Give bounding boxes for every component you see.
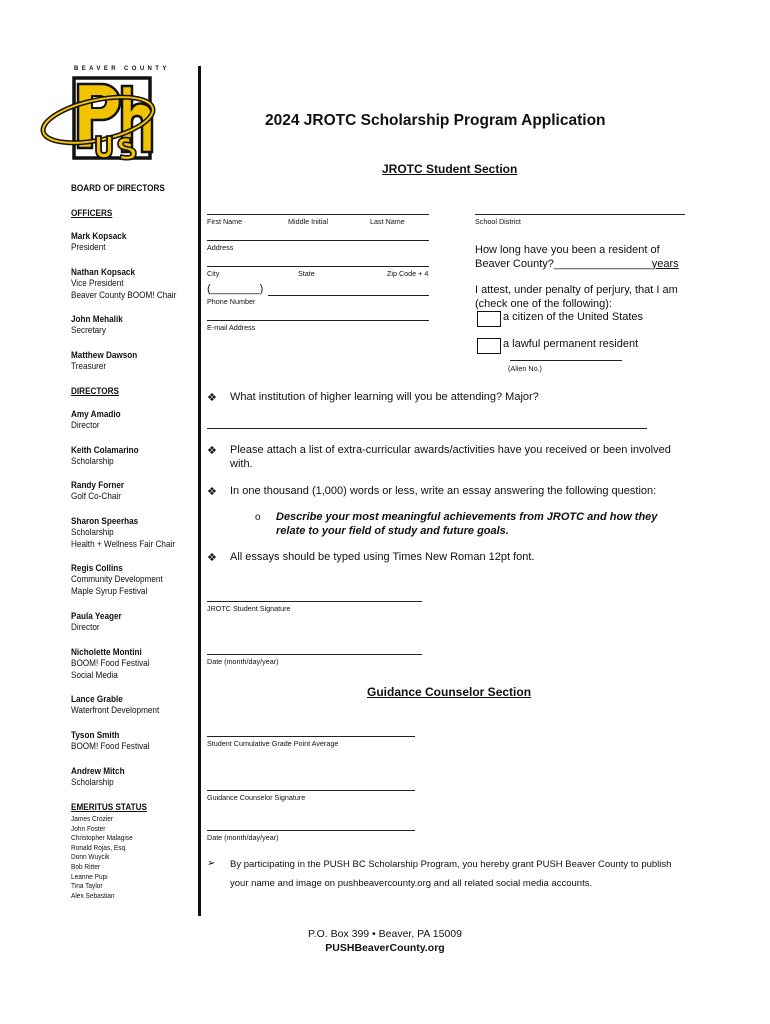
school-district-label: School District	[475, 217, 521, 226]
attest-line2: (check one of the following):	[475, 298, 612, 310]
emeritus-name: Bob Ritter	[71, 861, 101, 871]
person-role: Health + Wellness Fair Chair	[71, 539, 176, 551]
person-name: Lance Grable	[71, 694, 123, 705]
permanent-resident-option-label: a lawful permanent resident	[503, 338, 639, 350]
counselor-section-heading: Guidance Counselor Section	[367, 685, 532, 699]
vertical-divider	[198, 66, 201, 916]
residency-years-unit: years	[651, 258, 679, 270]
emeritus-name: Alex Sebastian	[71, 890, 115, 900]
emeritus-name: James Crozier	[71, 814, 114, 823]
circle-bullet-icon: o	[255, 512, 261, 523]
person-name: Matthew Dawson	[71, 350, 138, 361]
emeritus-name: Christopher Malagise	[71, 833, 133, 843]
person-role: Waterfront Development	[71, 705, 160, 716]
name-line[interactable]	[207, 214, 429, 215]
phone-area-code: (________)	[207, 283, 264, 295]
person-role: Vice President	[71, 278, 124, 289]
director-entry	[71, 409, 129, 432]
address-line[interactable]	[207, 240, 429, 241]
counselor-signature-label: Guidance Counselor Signature	[207, 793, 306, 802]
emeritus-name: Donn Wuycik	[71, 852, 110, 862]
city-label: City	[207, 269, 220, 278]
emeritus-list	[71, 814, 143, 900]
emeritus-name: Tina Taylor	[71, 881, 103, 891]
logo-county-text: BEAVER COUNTY	[74, 66, 170, 72]
consent-line1: By participating in the PUSH BC Scholarship Program, you hereby grant PUSH Beaver County to publish	[230, 859, 672, 870]
diamond-bullet-icon: ❖	[207, 392, 217, 404]
student-section-heading: JROTC Student Section	[382, 162, 518, 176]
person-role: Social Media	[71, 670, 118, 682]
middle-initial-label: Middle Initial	[288, 217, 328, 226]
board-heading: BOARD OF DIRECTORS	[71, 183, 165, 194]
person-role: Golf Co-Chair	[71, 491, 121, 502]
gpa-label: Student Cumulative Grade Point Average	[207, 739, 339, 748]
officer-entry	[71, 350, 148, 373]
diamond-bullet-icon: ❖	[207, 486, 217, 498]
push-logo-icon	[40, 74, 160, 170]
permanent-resident-checkbox[interactable]	[477, 338, 501, 354]
person-name: Amy Amadio	[71, 409, 121, 420]
residency-years-blank[interactable]: ________________	[553, 258, 652, 270]
counselor-date-line[interactable]	[207, 830, 415, 831]
officer-entry	[71, 231, 135, 254]
counselor-date-label: Date (month/day/year)	[207, 833, 279, 842]
officer-entry	[71, 314, 131, 337]
footer-website[interactable]: PUSHBeaverCounty.org	[325, 942, 445, 954]
person-name: Randy Forner	[71, 480, 125, 491]
essay-prompt-line1: Describe your most meaningful achievements from JROTC and how they	[276, 511, 658, 523]
person-name: Mark Kopsack	[71, 231, 127, 242]
emeritus-name: John Foster	[71, 823, 106, 833]
person-name: Andrew Mitch	[71, 766, 125, 777]
institution-answer-line[interactable]	[207, 428, 647, 429]
person-role: Secretary	[71, 325, 106, 336]
last-name-label: Last Name	[370, 217, 405, 226]
state-label: State	[298, 269, 315, 278]
citizen-option-label: a citizen of the United States	[503, 311, 644, 323]
director-entry	[71, 516, 192, 552]
student-signature-label: JROTC Student Signature	[207, 604, 291, 613]
emeritus-name: Ronald Rojas, Esq.	[71, 842, 127, 852]
consent-line2: your name and image on pushbeavercounty.org and all related social media accounts.	[230, 878, 593, 889]
page-title: 2024 JROTC Scholarship Program Application	[265, 112, 606, 129]
phone-label: Phone Number	[207, 297, 256, 306]
activities-question-line2: with.	[230, 458, 253, 470]
essay-prompt-line2: relate to your field of study and future goals.	[276, 525, 509, 537]
person-role: Scholarship	[71, 777, 114, 788]
person-name: John Mehalik	[71, 314, 123, 325]
person-role: Beaver County BOOM! Chair	[71, 290, 177, 302]
essay-instruction: In one thousand (1,000) words or less, write an essay answering the following question:	[230, 485, 657, 497]
arrow-bullet-icon: ➢	[207, 858, 216, 869]
school-district-line[interactable]	[475, 214, 685, 215]
diamond-bullet-icon: ❖	[207, 445, 217, 457]
director-entry	[71, 647, 162, 683]
director-entry	[71, 563, 178, 599]
email-line[interactable]	[207, 320, 429, 321]
person-name: Nathan Kopsack	[71, 267, 136, 278]
person-role: Community Development	[71, 574, 163, 585]
phone-line[interactable]	[268, 295, 429, 296]
person-name: Nicholette Montini	[71, 647, 142, 658]
person-role: BOOM! Food Festival	[71, 741, 150, 752]
person-name: Sharon Speerhas	[71, 516, 139, 527]
directors-heading: DIRECTORS	[71, 386, 119, 397]
gpa-line[interactable]	[207, 736, 415, 737]
person-role: Director	[71, 622, 100, 633]
student-date-line[interactable]	[207, 654, 422, 655]
director-entry	[71, 766, 133, 789]
person-role: Scholarship	[71, 527, 114, 538]
person-role: Director	[71, 420, 100, 431]
diamond-bullet-icon: ❖	[207, 552, 217, 564]
footer-address: P.O. Box 399 • Beaver, PA 15009	[308, 928, 462, 940]
counselor-signature-line[interactable]	[207, 790, 415, 791]
officer-entry	[71, 267, 194, 303]
zip-label: Zip Code + 4	[387, 269, 429, 278]
residency-question-text: Beaver County?	[475, 258, 554, 270]
person-role: BOOM! Food Festival	[71, 658, 150, 669]
director-entry	[71, 445, 150, 468]
alien-number-label: (Alien No.)	[508, 364, 542, 373]
student-signature-line[interactable]	[207, 601, 422, 602]
officers-heading: OFFICERS	[71, 208, 113, 219]
emeritus-heading: EMERITUS STATUS	[71, 802, 147, 813]
activities-question-line1: Please attach a list of extra-curricular awards/activities have you received or been involved	[230, 444, 671, 456]
person-role: Maple Syrup Festival	[71, 586, 148, 598]
residency-question-line2	[475, 257, 679, 271]
director-entry	[71, 611, 130, 634]
director-entry	[71, 480, 133, 503]
institution-question: What institution of higher learning will you be attending? Major?	[230, 391, 539, 403]
director-entry	[71, 694, 174, 717]
person-name: Paula Yeager	[71, 611, 122, 622]
citizen-checkbox[interactable]	[477, 311, 501, 327]
first-name-label: First Name	[207, 217, 243, 226]
residency-question-line1: How long have you been a resident of	[475, 244, 660, 256]
person-name: Regis Collins	[71, 563, 123, 574]
city-state-zip-line[interactable]	[207, 266, 429, 267]
director-entry	[71, 730, 162, 753]
person-role: Treasurer	[71, 361, 107, 372]
person-role: President	[71, 242, 106, 253]
student-date-label: Date (month/day/year)	[207, 657, 279, 666]
person-role: Scholarship	[71, 456, 114, 467]
emeritus-name: Leanne Pupi	[71, 871, 108, 881]
alien-number-line[interactable]	[510, 360, 622, 361]
font-requirement-note: All essays should be typed using Times New Roman 12pt font.	[230, 551, 535, 563]
person-name: Keith Colamarino	[71, 445, 139, 456]
person-name: Tyson Smith	[71, 730, 120, 741]
email-label: E-mail Address	[207, 323, 256, 332]
attest-line1: I attest, under penalty of perjury, that I am	[475, 284, 678, 296]
address-label: Address	[207, 243, 234, 252]
